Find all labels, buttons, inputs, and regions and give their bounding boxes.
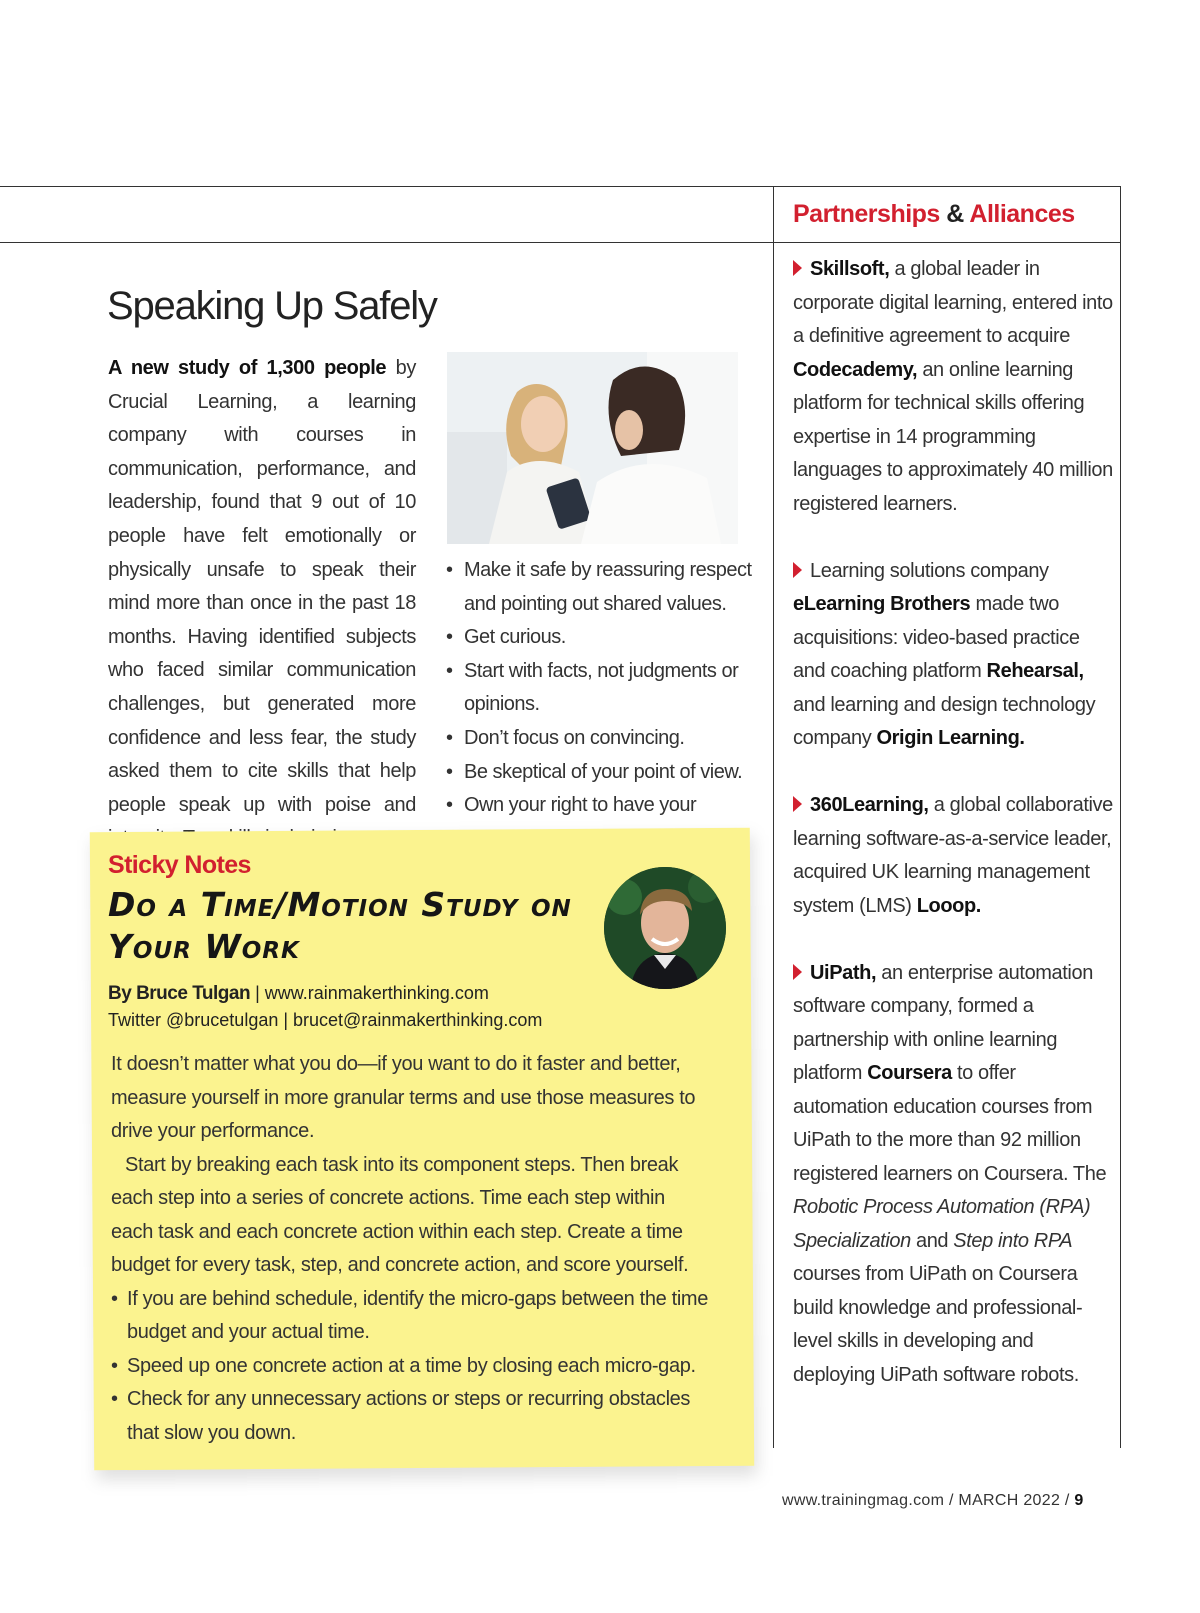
news-item-uipath: UiPath, an enterprise automation software company, formed a partnership with online learning platform Coursera to offer automation education courses from UiPath to the more than 92 million registered learners on Coursera. The Robotic Process Automation (RPA) Specialization and Step into RPA courses from UiPath on Coursera build knowledge and professional-level skills in developing and deploying UiPath software robots. bbox=[793, 961, 1107, 1386]
sticky-note-label: Sticky Notes bbox=[108, 851, 251, 879]
article-photo bbox=[447, 352, 738, 544]
red-arrow-icon bbox=[793, 964, 802, 980]
list-item: • Make it safe by reassuring respect and pointing out shared values. bbox=[446, 554, 758, 621]
list-item: • Check for any unnecessary actions or steps or recurring obstacles that slow you down. bbox=[111, 1383, 711, 1450]
top-rule bbox=[0, 186, 1121, 187]
news-item-360learning: 360Learning, a global collaborative learning software-as-a-service leader, acquired UK learning management system (LMS) Looop. bbox=[793, 794, 1113, 917]
skills-list bbox=[446, 554, 758, 856]
column-divider bbox=[773, 186, 774, 1448]
two-women-talking-image bbox=[447, 352, 738, 544]
sidebar-title bbox=[793, 200, 1075, 229]
sticky-note-body bbox=[111, 1048, 711, 1450]
red-arrow-icon bbox=[793, 796, 802, 812]
sidebar-title-amp: & bbox=[946, 200, 964, 228]
list-item: • Be skeptical of your point of view. bbox=[446, 756, 758, 790]
header-rule bbox=[0, 242, 1121, 243]
sticky-byline bbox=[108, 980, 542, 1033]
news-item-elearning-brothers: Learning solutions company eLearning Brothers made two acquisitions: video-based practice and coaching platform Rehearsal, and learning and design technology company Origin Learning. bbox=[793, 559, 1096, 749]
sidebar-news bbox=[793, 253, 1113, 1426]
sidebar-title-part2: Alliances bbox=[969, 200, 1075, 228]
red-arrow-icon bbox=[793, 260, 802, 276]
article-body-text: by Crucial Learning, a learning company with courses in communication, performance, and leadership, found that 9 out of 10 people have felt emotionally or physically unsafe to speak their mind more than once in the past 18 months. Having identified subjects who faced similar communication challenges, but generated more confidence and less fear, the study asked them to cite skills that help people speak up with poise and bbox=[108, 357, 416, 816]
author-contact: Twitter @brucetulgan | brucet@rainmakerthinking.com bbox=[108, 1010, 543, 1030]
list-item: • Own your right to have your bbox=[446, 789, 758, 856]
red-arrow-icon bbox=[793, 562, 802, 578]
sidebar-right-border bbox=[1120, 242, 1121, 1448]
list-item: • Start with facts, not judgments or opinions. bbox=[446, 655, 758, 722]
page-number: 9 bbox=[1074, 1492, 1084, 1509]
article-headline: Speaking Up Safely bbox=[107, 284, 437, 328]
sticky-paragraph: It doesn’t matter what you do—if you want to do it faster and better, measure yourself in more granular terms and use those measures to drive your performance. bbox=[111, 1053, 696, 1142]
author-name: By Bruce Tulgan bbox=[108, 983, 251, 1004]
sidebar-title-part1: Partnerships bbox=[793, 200, 940, 228]
article-body bbox=[108, 352, 416, 856]
header-right-rule bbox=[1120, 186, 1121, 243]
sticky-paragraph: Start by breaking each task into its component steps. Then break each step into a series of concrete actions. Time each step within each task and each concrete action within each step. Create a time budget for every task, step, and concrete action, and score yourself. bbox=[111, 1153, 689, 1276]
sticky-bullets bbox=[111, 1283, 711, 1451]
list-item: • Speed up one concrete action at a time by closing each micro-gap. bbox=[111, 1350, 711, 1384]
news-item-skillsoft: Skillsoft, a global leader in corporate digital learning, entered into a definitive agreement to acquire Codecademy, an online learning platform for technical skills offering expertise in 14 programming languages to approximately 40 million registered learners. bbox=[793, 258, 1113, 515]
footer-text: www.trainingmag.com / MARCH 2022 / bbox=[782, 1492, 1075, 1509]
article-lead: A new study of 1,300 people bbox=[108, 357, 387, 379]
author-photo-image bbox=[604, 867, 726, 989]
page-footer bbox=[782, 1492, 1084, 1510]
author-avatar bbox=[604, 867, 726, 989]
sticky-note-title: Do a Time/Motion Study on Your Work bbox=[108, 885, 572, 966]
author-website: | www.rainmakerthinking.com bbox=[250, 983, 489, 1003]
list-item: • Don’t focus on convincing. bbox=[446, 722, 758, 756]
list-item: • If you are behind schedule, identify the micro-gaps between the time budget and your actual time. bbox=[111, 1283, 711, 1350]
list-item: • Get curious. bbox=[446, 621, 758, 655]
